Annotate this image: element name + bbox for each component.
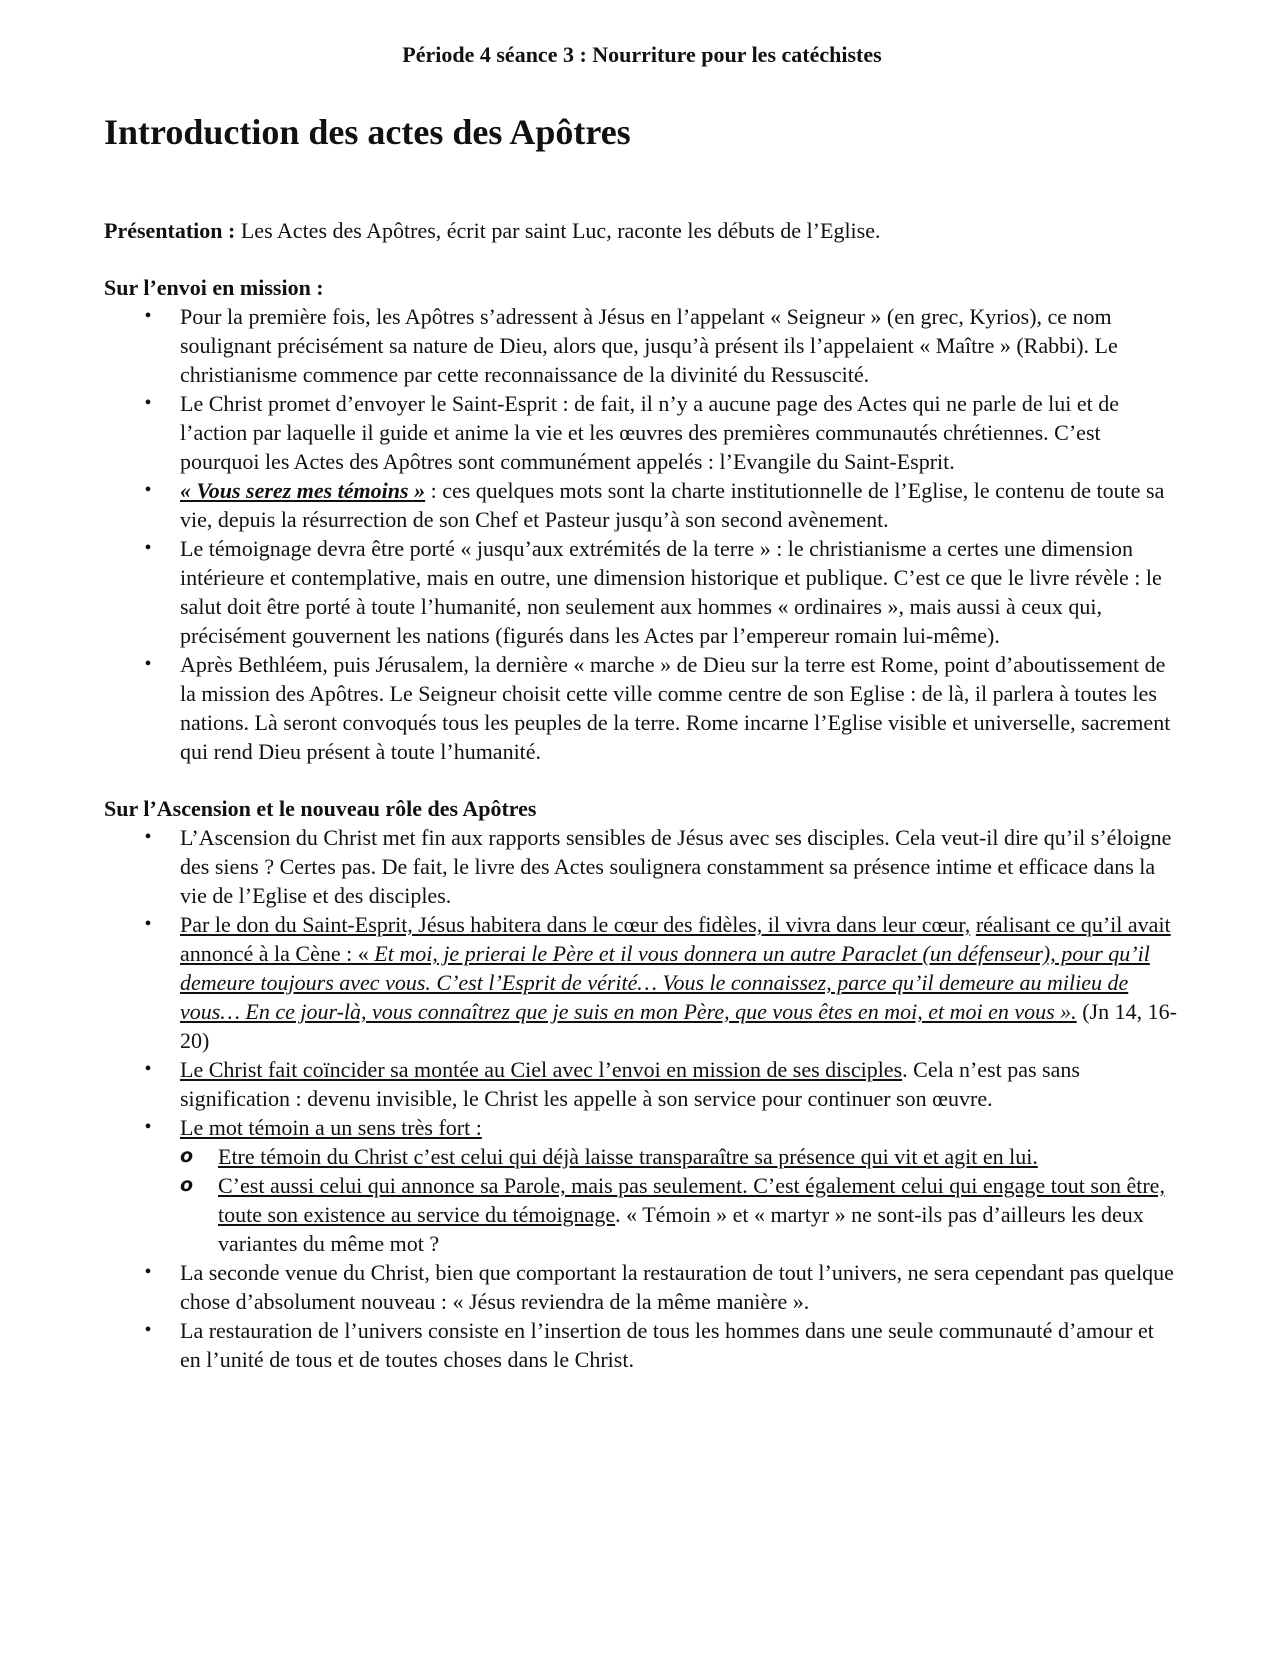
mission-list — [104, 302, 1180, 766]
bullet-icon: • — [144, 392, 152, 414]
presentation-label: Présentation : — [104, 218, 236, 243]
list-item — [104, 1316, 1180, 1374]
list-item — [104, 1113, 1180, 1258]
main-title: Introduction des actes des Apôtres — [104, 112, 631, 152]
ascension-list — [104, 823, 1180, 1374]
list-item-text: Après Bethléem, puis Jérusalem, la dernière « marche » de Dieu sur la terre est Rome, point d’aboutissement de la mission des Apôtres. Le Seigneur choisit cette ville comme centre de son Eglise : de là, il parlera à toutes les nations. Là seront convoqués tous les peuples de la terre. Rome incarne l’Eglise visible et universelle, sacrement qui rend Dieu présent à toute l’humanité. — [180, 652, 1171, 764]
bullet-icon: • — [144, 913, 152, 935]
list-item-text: L’Ascension du Christ met fin aux rapports sensibles de Jésus avec ses disciples. Cela veut-il dire qu’il s’éloigne des siens ? Certes pas. De fait, le livre des Actes soulignera constamment sa présence intime et efficace dans la vie de l’Eglise et des disciples. — [180, 825, 1172, 908]
underlined-text: réalisant ce qu’il avait annoncé à la Cène : « — [180, 912, 1171, 966]
emphasis-quote: « Vous serez mes témoins » — [180, 478, 426, 503]
scripture-quote: Et moi, je prierai le Père et il vous donnera un autre Paraclet (un défenseur), pour qu’il demeure toujours avec vous. C’est l’Esprit de vérité… Vous le connaissez, parce qu’il demeure au milieu de vous… En ce jour-là, vous connaîtrez que je suis en mon Père, que vous êtes en moi, et moi en vous ». — [180, 941, 1150, 1024]
sub-list — [180, 1142, 1180, 1258]
presentation-paragraph — [104, 216, 1180, 245]
scripture-reference: (Jn 14, 16-20) — [180, 999, 1177, 1053]
list-item — [104, 1055, 1180, 1113]
presentation-text: Les Actes des Apôtres, écrit par saint Luc, raconte les débuts de l’Eglise. — [235, 218, 881, 243]
bullet-icon: • — [144, 1319, 152, 1341]
circle-bullet-icon: o — [180, 1145, 194, 1167]
list-item — [104, 1258, 1180, 1316]
bullet-icon: • — [144, 1261, 152, 1283]
sub-list-item — [180, 1142, 1180, 1171]
list-item-text: Pour la première fois, les Apôtres s’adressent à Jésus en l’appelant « Seigneur » (en grec, Kyrios), ce nom soulignant précisément sa nature de Dieu, alors que, jusqu’à présent ils l’appelaient « Maître » (Rabbi). Le christianisme commence par cette reconnaissance de la divinité du Ressuscité. — [180, 304, 1118, 387]
bullet-icon: • — [144, 1058, 152, 1080]
top-title: Période 4 séance 3 : Nourriture pour les catéchistes — [402, 42, 882, 67]
bullet-icon: • — [144, 1116, 152, 1138]
underlined-text: Par le don du Saint-Esprit, Jésus habitera dans le cœur des fidèles, il vivra dans leur cœur, — [180, 912, 971, 937]
list-item-text: La restauration de l’univers consiste en l’insertion de tous les hommes dans une seule communauté d’amour et en l’unité de tous et de toutes choses dans le Christ. — [180, 1318, 1154, 1372]
section-heading-mission: Sur l’envoi en mission : — [104, 275, 324, 300]
bullet-icon: • — [144, 653, 152, 675]
underlined-text: C’est aussi celui qui annonce sa Parole, mais pas seulement. C’est également celui qui engage tout son être, toute son existence au service du témoignage — [218, 1173, 1165, 1227]
bullet-icon: • — [144, 305, 152, 327]
list-item — [104, 389, 1180, 476]
circle-bullet-icon: o — [180, 1174, 194, 1196]
list-item — [104, 823, 1180, 910]
section-heading-ascension: Sur l’Ascension et le nouveau rôle des Apôtres — [104, 796, 537, 821]
underlined-text: Le mot témoin a un sens très fort : — [180, 1115, 482, 1140]
list-item — [104, 534, 1180, 650]
list-item-text: . Cela n’est pas sans signification : devenu invisible, le Christ les appelle à son service pour continuer son œuvre. — [180, 1057, 1080, 1111]
list-item-text: Le Christ promet d’envoyer le Saint-Esprit : de fait, il n’y a aucune page des Actes qui ne parle de lui et de l’action par laquelle il guide et anime la vie et les œuvres des premières communautés chrétiennes. C’est pourquoi les Actes des Apôtres sont communément appelés : l’Evangile du Saint-Esprit. — [180, 391, 1119, 474]
sub-list-item — [180, 1171, 1180, 1258]
bullet-icon: • — [144, 479, 152, 501]
underlined-text: Etre témoin du Christ c’est celui qui déjà laisse transparaître sa présence qui vit et agit en lui. — [218, 1144, 1038, 1169]
underlined-text: Le Christ fait coïncider sa montée au Ciel avec l’envoi en mission de ses disciples — [180, 1057, 903, 1082]
list-item — [104, 476, 1180, 534]
list-item-text: La seconde venue du Christ, bien que comportant la restauration de tout l’univers, ne sera cependant pas quelque chose d’absolument nouveau : « Jésus reviendra de la même manière ». — [180, 1260, 1174, 1314]
list-item — [104, 910, 1180, 1055]
list-item-text: : ces quelques mots sont la charte institutionnelle de l’Eglise, le contenu de toute sa vie, depuis la résurrection de son Chef et Pasteur jusqu’à son second avènement. — [180, 478, 1165, 532]
list-item-text: Le témoignage devra être porté « jusqu’aux extrémités de la terre » : le christianisme a certes une dimension intérieure et contemplative, mais en outre, une dimension historique et publique. C’est ce que le livre révèle : le salut doit être porté à toute l’humanité, non seulement aux hommes « ordinaires », mais aussi à ceux qui, précisément gouvernent les nations (figurés dans les Actes par l’empereur romain lui-même). — [180, 536, 1162, 648]
list-item — [104, 650, 1180, 766]
bullet-icon: • — [144, 537, 152, 559]
bullet-icon: • — [144, 826, 152, 848]
list-item — [104, 302, 1180, 389]
list-item-text: . « Témoin » et « martyr » ne sont-ils pas d’ailleurs les deux variantes du même mot ? — [218, 1202, 1144, 1256]
